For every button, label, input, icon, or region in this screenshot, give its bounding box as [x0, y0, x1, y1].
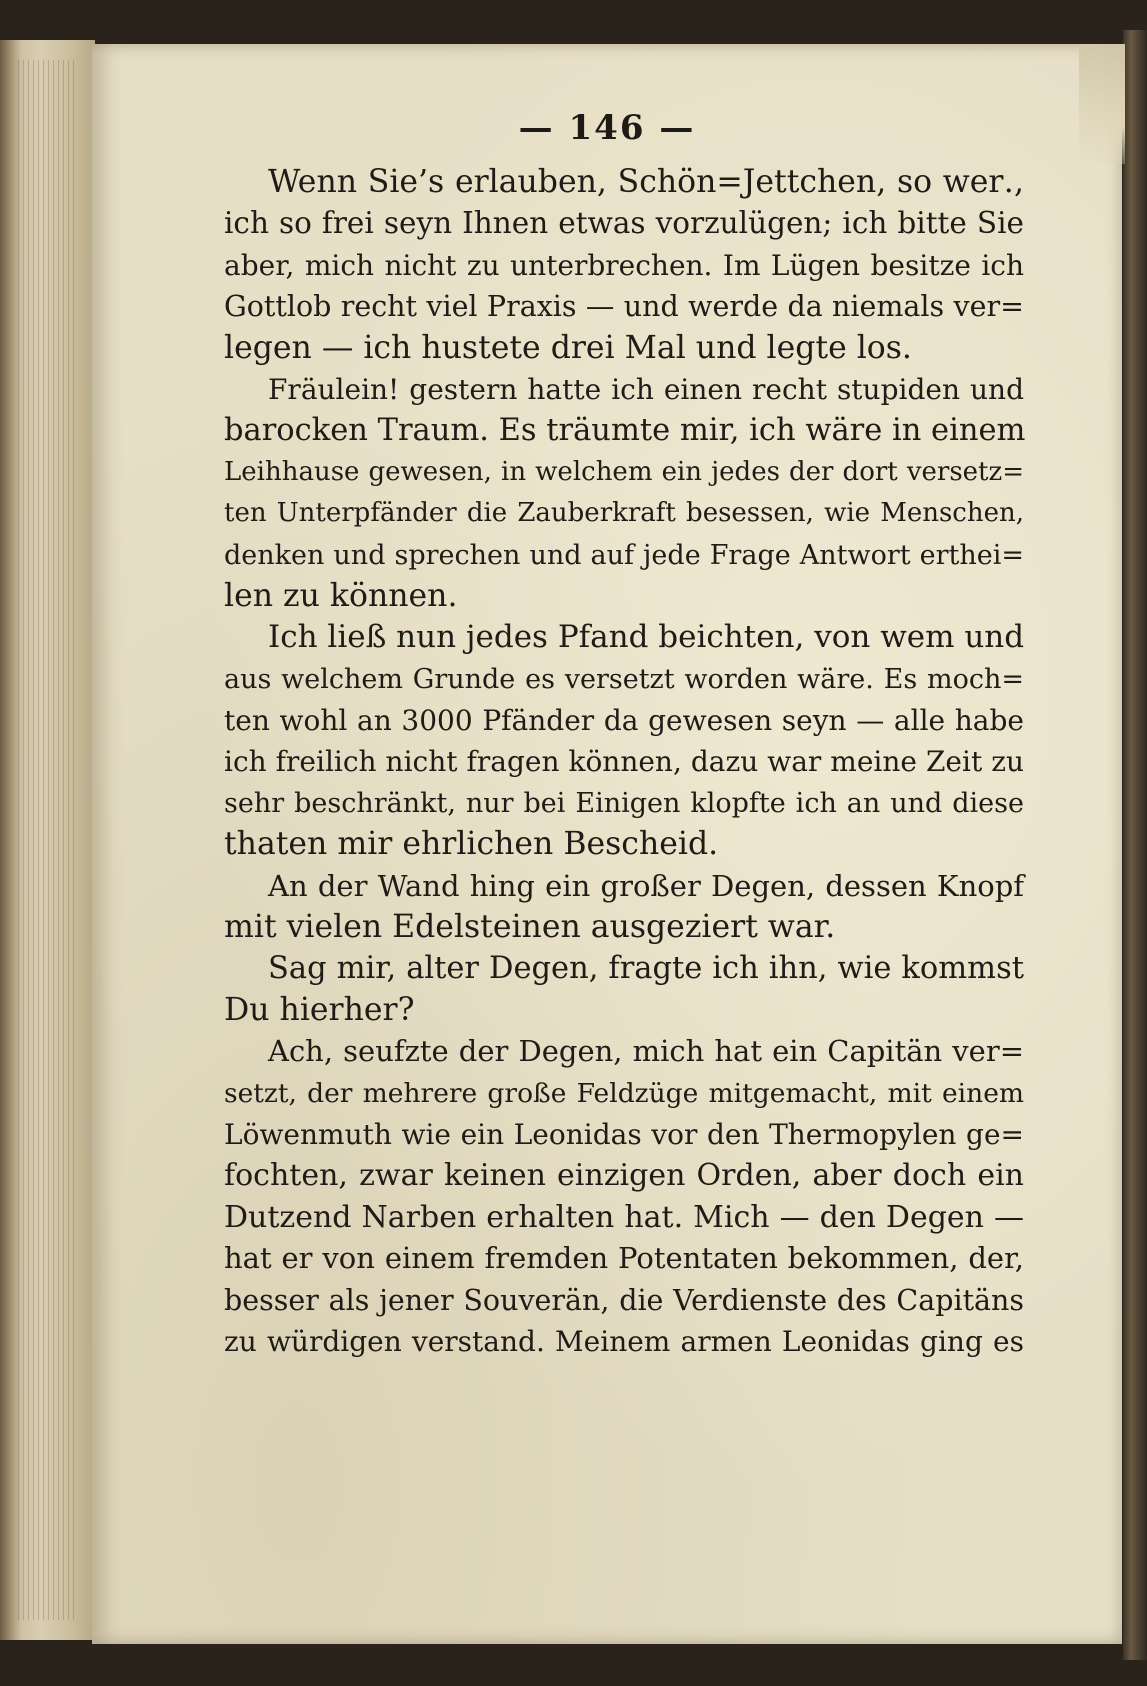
text-line: ich freilich nicht fragen können, dazu war meine Zeit zu — [224, 745, 1024, 779]
page-corner-curl — [1079, 44, 1125, 164]
text-line: len zu können. — [224, 577, 458, 614]
text-line: zu würdigen verstand. Meinem armen Leonidas ging es — [224, 1324, 1024, 1358]
text-line: Fräulein! gestern hatte ich einen recht stupiden und — [268, 372, 1024, 406]
text-line: aber, mich nicht zu unterbrechen. Im Lügen besitze ich — [224, 248, 1024, 282]
text-line: ten wohl an 3000 Pfänder da gewesen seyn — alle habe — [224, 704, 1024, 738]
text-line: mit vielen Edelsteinen ausgeziert war. — [224, 909, 836, 946]
body-text — [224, 162, 1024, 1362]
text-line: ten Unterpfänder die Zauberkraft besessen, wie Menschen, — [224, 498, 1024, 529]
text-line: setzt, der mehrere große Feldzüge mitgemacht, mit einem — [224, 1077, 1024, 1109]
text-line: denken und sprechen und auf jede Frage Antwort erthei= — [224, 539, 1024, 571]
book-cover-edge — [1123, 30, 1147, 1660]
text-line: barocken Traum. Es träumte mir, ich wäre in einem — [224, 413, 1026, 449]
text-line: Ach, seufzte der Degen, mich hat ein Capitän ver= — [268, 1034, 1024, 1069]
text-line: ich so frei seyn Ihnen etwas vorzulügen; ich bitte Sie — [224, 206, 1024, 241]
book-page — [92, 44, 1122, 1644]
text-line: An der Wand hing ein großer Degen, dessen Knopf — [268, 868, 1024, 903]
text-line: Sag mir, alter Degen, fragte ich ihn, wie kommst — [268, 951, 1024, 987]
text-line: aus welchem Grunde es versetzt worden wäre. Es moch= — [224, 663, 1024, 695]
text-line: Leihhause gewesen, in welchem ein jedes der dort versetz= — [224, 456, 1024, 487]
text-line: Gottlob recht viel Praxis — und werde da niemals ver= — [224, 290, 1024, 324]
text-line: sehr beschränkt, nur bei Einigen klopfte ich an und diese — [224, 787, 1024, 819]
text-line: Dutzend Narben erhalten hat. Mich — den Degen — — [224, 1199, 1024, 1235]
text-line: fochten, zwar keinen einzigen Orden, aber doch ein — [224, 1158, 1024, 1194]
text-line: Du hierher? — [224, 991, 415, 1028]
text-line: legen — ich hustete drei Mal und legte los. — [224, 329, 912, 366]
text-line: Ich ließ nun jedes Pfand beichten, von wem und — [268, 619, 1025, 656]
text-line: Löwenmuth wie ein Leonidas vor den Thermopylen ge= — [224, 1117, 1024, 1151]
text-line: hat er von einem fremden Potentaten bekommen, der, — [224, 1241, 1024, 1276]
page-edges — [18, 60, 78, 1620]
page-number: — 146 — — [518, 108, 696, 148]
text-line: besser als jener Souverän, die Verdienste des Capitäns — [224, 1283, 1024, 1317]
text-line: Wenn Sie’s erlauben, Schön=Jettchen, so wer․, — [268, 164, 1024, 200]
text-line: thaten mir ehrlichen Bescheid. — [224, 826, 719, 863]
